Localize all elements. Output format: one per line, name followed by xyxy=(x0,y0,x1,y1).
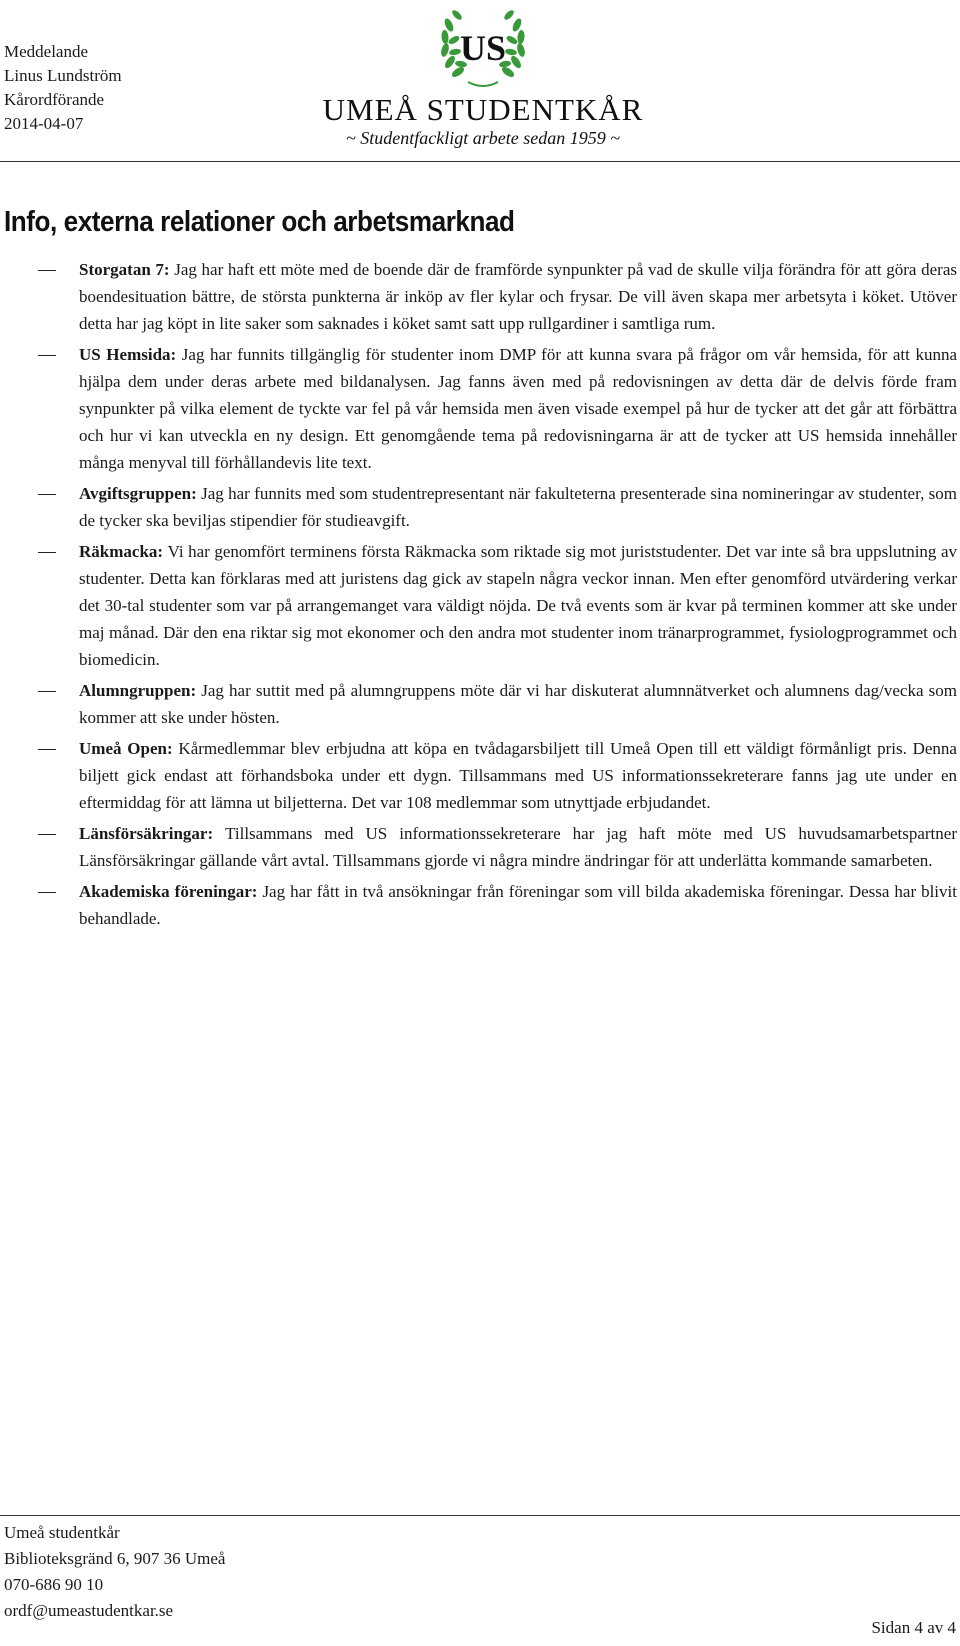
footer-divider xyxy=(0,1515,960,1516)
item-text: Jag har funnits med som studentrepresentant när fakulteterna presenterade sina nomineringar av studenter, som de tycker ska beviljas stipendier för studieavgift. xyxy=(79,484,958,530)
footer-email: ordf@umeastudentkar.se xyxy=(4,1601,174,1620)
list-item xyxy=(0,480,960,534)
doc-date: 2014-04-07 xyxy=(4,114,84,133)
item-text: Jag har fått in två ansökningar från föreningar som vill bilda akademiska föreningar. Dessa har blivit behandlade. xyxy=(79,882,957,928)
item-text: Kårmedlemmar blev erbjudna att köpa en tvådagarsbiljett till Umeå Open till ett väldigt förmånligt pris. Denna biljett gick endast att förhandsboka under ett dygn. Tillsammans med US informationssekreterare fanns jag ute under en eftermiddag för att lämna ut biljetterna. Det var 108 medlemmar som utnyttjade erbjudandet. xyxy=(79,739,957,812)
item-topic: Storgatan 7: xyxy=(79,260,175,279)
footer-address: Biblioteksgränd 6, 907 36 Umeå xyxy=(4,1549,226,1568)
list-item xyxy=(0,878,960,932)
item-topic: Akademiska föreningar: xyxy=(79,882,263,901)
author-role: Kårordförande xyxy=(4,90,105,109)
footer-contact xyxy=(4,1520,225,1624)
footer-org: Umeå studentkår xyxy=(4,1523,120,1542)
item-topic: US Hemsida: xyxy=(79,345,182,364)
item-topic: Alumngruppen: xyxy=(79,681,202,700)
list-item xyxy=(0,735,960,816)
item-text: Vi har genomfört terminens första Räkmacka som riktade sig mot juriststudenter. Det var inte så bra uppslutning av studenter. Detta kan förklaras med att juristens dag gick av stapeln några veckor innan. Men efter genomförd utvärdering verkar det 30-tal studenter som var på arrangemanget vara väldigt nöjda. De två events som är kvar på terminen kommer att ske under maj månad. Där den ena riktar sig mot ekonomer och den andra mot studenter inom tränarprogrammet, fysiologprogrammet och biomedicin. xyxy=(79,542,957,669)
header-divider xyxy=(0,161,960,162)
author-name: Linus Lundström xyxy=(4,66,122,85)
item-text: Jag har suttit med på alumngruppens möte där vi har diskuterat alumnnätverket och alumnens dag/vecka som kommer att ske under hösten. xyxy=(79,681,957,727)
org-tagline: ~ Studentfackligt arbete sedan 1959 ~ xyxy=(346,128,620,148)
list-item xyxy=(0,341,960,476)
report-item-list xyxy=(0,256,960,936)
item-topic: Räkmacka: xyxy=(79,542,168,561)
item-topic: Avgiftsgruppen: xyxy=(79,484,202,503)
section-title: Info, externa relationer och arbetsmarknad xyxy=(4,206,515,238)
item-topic: Länsförsäkringar: xyxy=(79,824,226,843)
list-item xyxy=(0,677,960,731)
list-item xyxy=(0,256,960,337)
footer-phone: 070-686 90 10 xyxy=(4,1575,104,1594)
item-text: Jag har funnits tillgänglig för studenter inom DMP för att kunna svara på frågor om vår hemsida, för att kunna hjälpa dem under deras arbete med bildanalysen. Jag fanns även med på redovisningen av detta där de delvis förde fram synpunkter på vilka element de tyckte var fel på vår hemsida men även visade exempel på hur de tycker att det går att förbättra och hur vi kan utveckla en ny design. Ett genomgående tema på redovisningarna är att de tycker att US hemsida innehåller många menyval till förhållandevis lite text. xyxy=(79,345,957,472)
org-name: UMEÅ STUDENTKÅR xyxy=(322,92,644,127)
header-info xyxy=(4,40,122,136)
list-item xyxy=(0,538,960,673)
item-topic: Umeå Open: xyxy=(79,739,179,758)
svg-text:US: US xyxy=(459,28,507,68)
doc-type: Meddelande xyxy=(4,42,89,61)
list-item xyxy=(0,820,960,874)
laurel-monogram-icon xyxy=(428,2,538,92)
item-text: Tillsammans med US informationssekreterare har jag haft möte med US huvudsamarbetspartner Länsförsäkringar gällande vårt avtal. Tillsammans gjorde vi några mindre ändringar för att underlätta kommande samarbeten. xyxy=(79,824,957,870)
org-logo xyxy=(318,0,648,160)
page-number: Sidan 4 av 4 xyxy=(871,1618,956,1637)
item-text: Jag har haft ett möte med de boende där de framförde synpunkter på vad de skulle vilja förändra för att göra deras boendesituation bättre, de största punkterna är inköp av fler kylar och frysar. De vill även skapa mer arbetsyta i köket. Utöver detta har jag köpt in lite saker som saknades i köket samt satt upp rullgardiner i samtliga rum. xyxy=(79,260,957,333)
